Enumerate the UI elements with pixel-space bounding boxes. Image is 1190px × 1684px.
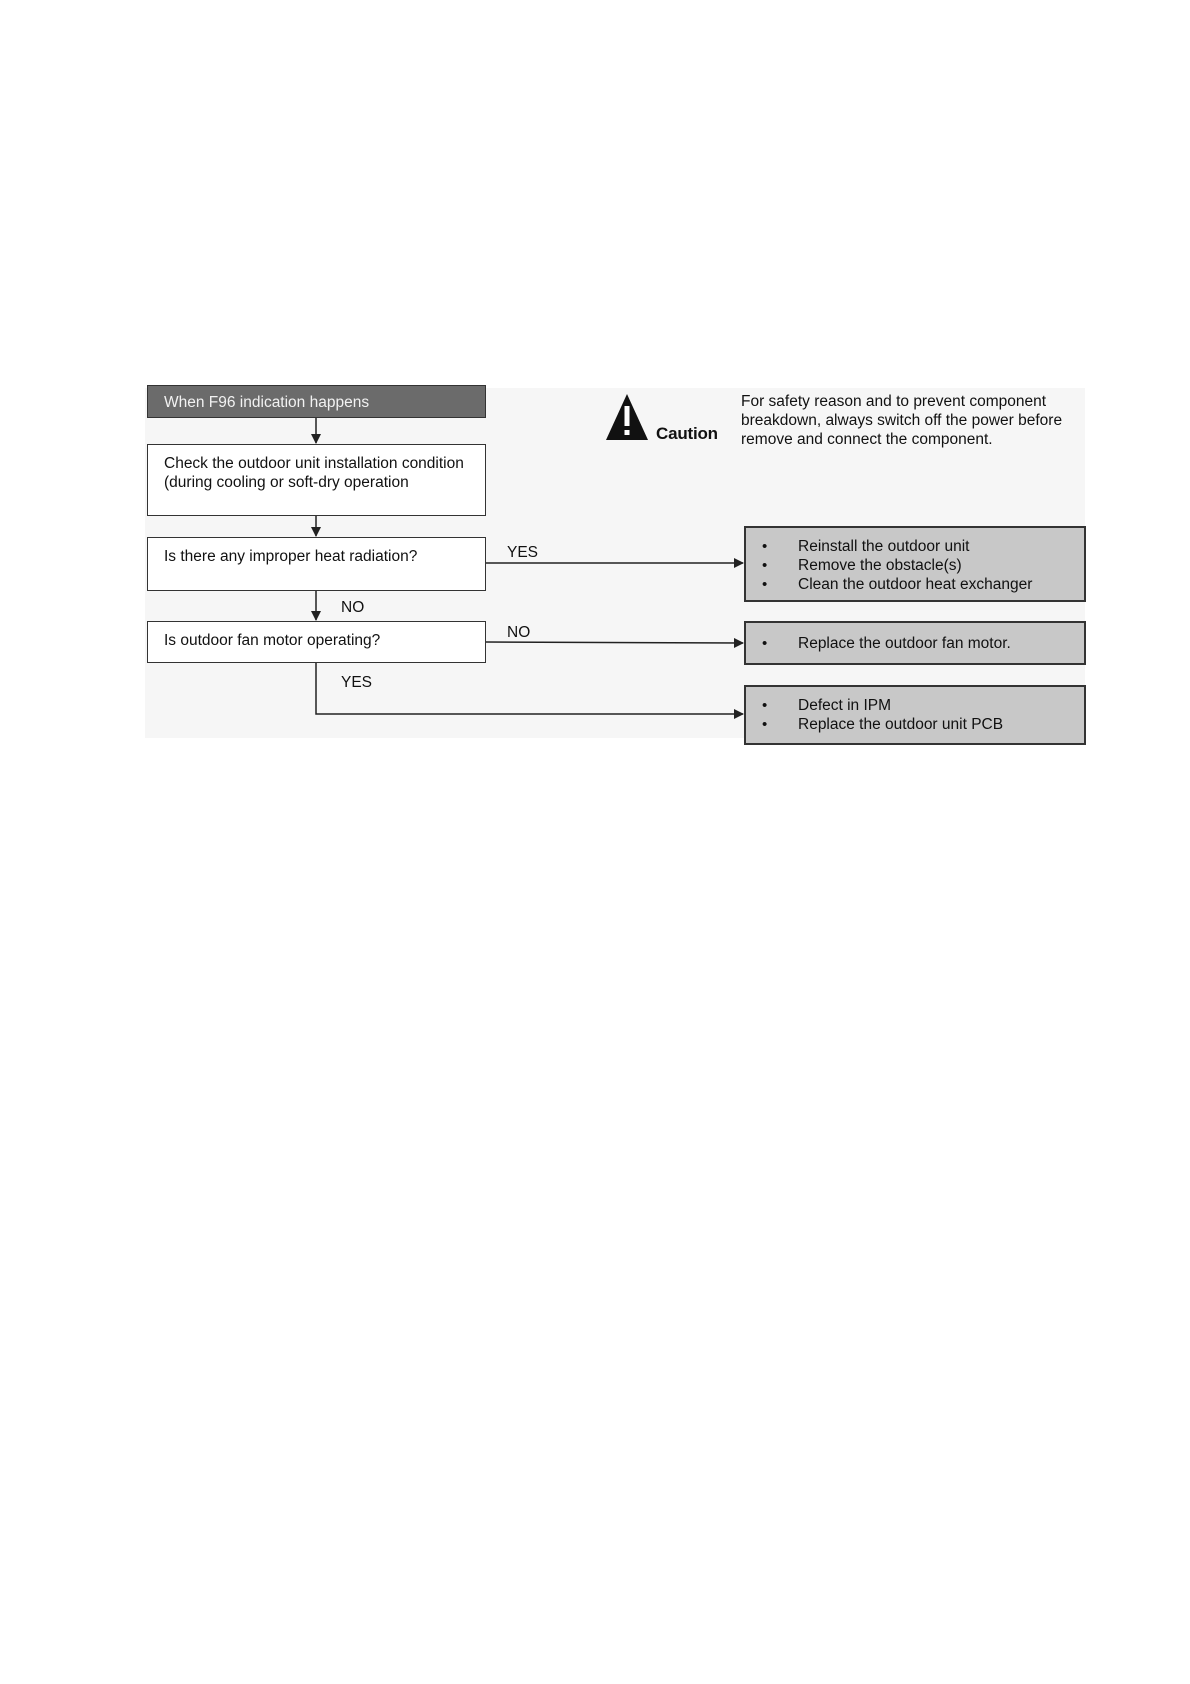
start-box [147,385,486,418]
heat-yes-label: YES [507,544,539,561]
heat-radiation-label: Is there any improper heat radiation? [164,548,418,565]
check-installation-label: Check the outdoor unit installation condition (during cooling or soft-dry operation [164,455,464,491]
bullet-icon: • [762,697,768,714]
heat-radiation-question [147,537,486,591]
bullet-icon: • [762,557,768,574]
bullet-icon: • [762,716,768,733]
fan-motor-actions [744,621,1086,665]
bullet-icon: • [762,538,768,555]
heat-radiation-actions [744,526,1086,602]
start-label: When F96 indication happens [164,394,370,411]
warning-triangle-icon [606,394,648,440]
list-item: • Reinstall the outdoor unit [762,538,970,555]
list-item: • Replace the outdoor fan motor. [762,635,1011,652]
list-item: • Replace the outdoor unit PCB [762,716,1004,733]
list-item: • Defect in IPM [762,697,892,714]
check-installation-box [147,444,486,516]
list-item: • Clean the outdoor heat exchanger [762,576,1033,593]
caution-text: For safety reason and to prevent component breakdown, always switch off the power before remove and connect the component. [741,393,1063,448]
fan-no-label: NO [507,624,531,641]
caution-word: Caution [656,424,718,443]
ipm-actions [744,685,1086,745]
heat-no-label: NO [341,599,365,616]
arrow-fan-yes [316,663,743,714]
fan-yes-label: YES [341,674,373,691]
fan-motor-question [147,621,486,663]
list-item: • Remove the obstacle(s) [762,557,962,574]
arrow-fan-no [486,642,743,643]
bullet-icon: • [762,576,768,593]
bullet-icon: • [762,635,768,652]
fan-motor-label: Is outdoor fan motor operating? [164,632,381,649]
